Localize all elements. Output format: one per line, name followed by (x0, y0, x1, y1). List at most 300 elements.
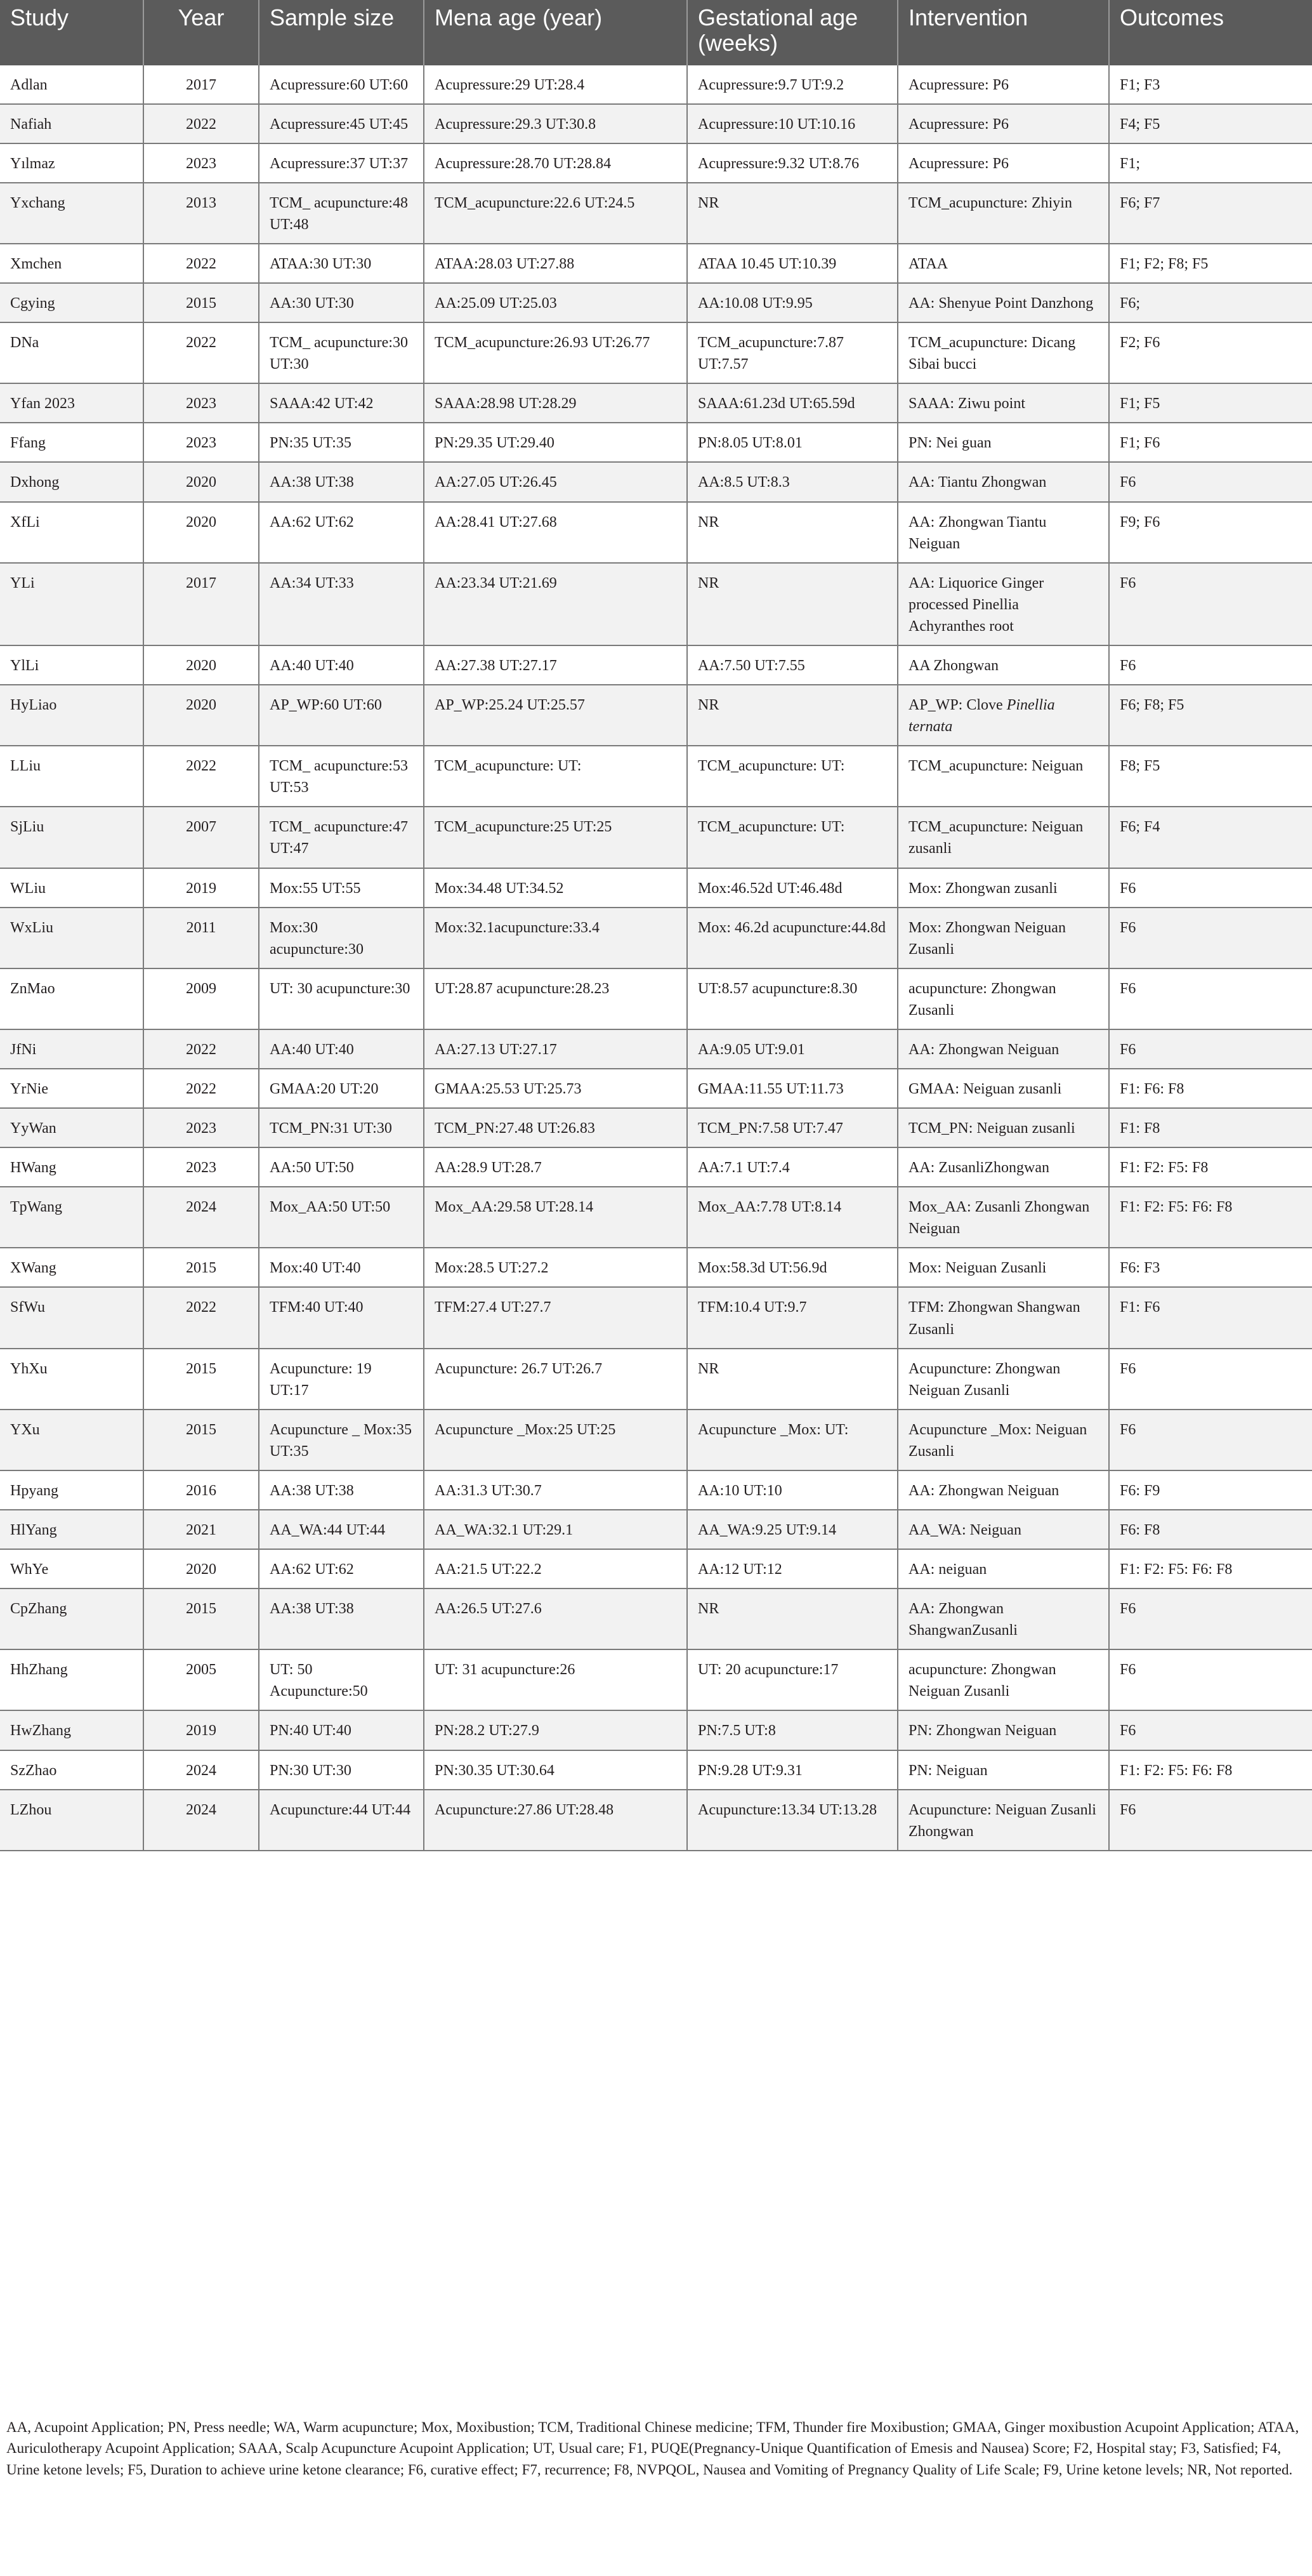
cell-study: HhZhang (0, 1649, 143, 1710)
cell-gestational-age: NR (687, 563, 898, 645)
cell-intervention: Acupressure: P6 (898, 104, 1109, 143)
cell-sample-size: Acupuncture: 19 UT:17 (259, 1349, 424, 1410)
cell-outcomes: F6 (1109, 868, 1312, 908)
cell-sample-size: TCM_ acupuncture:53 UT:53 (259, 746, 424, 807)
cell-study: XWang (0, 1248, 143, 1287)
cell-mean-age: Acupressure:29 UT:28.4 (424, 65, 687, 104)
cell-mean-age: AA:27.38 UT:27.17 (424, 645, 687, 685)
cell-year: 2020 (143, 645, 259, 685)
cell-study: Adlan (0, 65, 143, 104)
cell-intervention: AA: Zhongwan Neiguan (898, 1470, 1109, 1510)
cell-sample-size: SAAA:42 UT:42 (259, 383, 424, 423)
cell-mean-age: SAAA:28.98 UT:28.29 (424, 383, 687, 423)
cell-intervention: SAAA: Ziwu point (898, 383, 1109, 423)
cell-year: 2005 (143, 1649, 259, 1710)
cell-study: WxLiu (0, 908, 143, 968)
cell-outcomes: F2; F6 (1109, 322, 1312, 383)
cell-intervention: Acupressure: P6 (898, 65, 1109, 104)
table-row (0, 383, 1312, 423)
cell-intervention: AA: Tiantu Zhongwan (898, 462, 1109, 501)
cell-gestational-age: AA:9.05 UT:9.01 (687, 1029, 898, 1069)
cell-sample-size: PN:30 UT:30 (259, 1750, 424, 1790)
cell-gestational-age: PN:9.28 UT:9.31 (687, 1750, 898, 1790)
cell-year: 2017 (143, 65, 259, 104)
cell-year: 2020 (143, 502, 259, 563)
cell-mean-age: PN:29.35 UT:29.40 (424, 423, 687, 462)
cell-year: 2023 (143, 423, 259, 462)
cell-mean-age: TCM_acupuncture:26.93 UT:26.77 (424, 322, 687, 383)
cell-year: 2015 (143, 283, 259, 322)
cell-outcomes: F6 (1109, 563, 1312, 645)
cell-study: Nafiah (0, 104, 143, 143)
cell-mean-age: Acupuncture _Mox:25 UT:25 (424, 1410, 687, 1470)
cell-study: SjLiu (0, 807, 143, 868)
table-row (0, 1248, 1312, 1287)
cell-outcomes: F1: F2: F5: F8 (1109, 1147, 1312, 1187)
cell-intervention: Acupuncture: Zhongwan Neiguan Zusanli (898, 1349, 1109, 1410)
cell-outcomes: F6: F8 (1109, 1510, 1312, 1549)
cell-year: 2020 (143, 462, 259, 501)
cell-study: YXu (0, 1410, 143, 1470)
cell-intervention: AA: neiguan (898, 1549, 1109, 1589)
cell-mean-age: AA_WA:32.1 UT:29.1 (424, 1510, 687, 1549)
cell-gestational-age: NR (687, 183, 898, 244)
cell-gestational-age: UT:8.57 acupuncture:8.30 (687, 968, 898, 1029)
cell-mean-age: AA:27.05 UT:26.45 (424, 462, 687, 501)
cell-mean-age: ATAA:28.03 UT:27.88 (424, 244, 687, 283)
header-study: Study (0, 0, 143, 65)
cell-sample-size: Mox:55 UT:55 (259, 868, 424, 908)
cell-study: Xmchen (0, 244, 143, 283)
cell-intervention: AA: Shenyue Point Danzhong (898, 283, 1109, 322)
table-row (0, 1147, 1312, 1187)
cell-intervention: GMAA: Neiguan zusanli (898, 1069, 1109, 1108)
cell-gestational-age: TFM:10.4 UT:9.7 (687, 1287, 898, 1348)
cell-gestational-age: ATAA 10.45 UT:10.39 (687, 244, 898, 283)
cell-sample-size: AA:30 UT:30 (259, 283, 424, 322)
table-row (0, 322, 1312, 383)
cell-outcomes: F1: F6 (1109, 1287, 1312, 1348)
cell-intervention: AA: Zhongwan ShangwanZusanli (898, 1589, 1109, 1649)
cell-outcomes: F6 (1109, 1710, 1312, 1750)
cell-outcomes: F6; F7 (1109, 183, 1312, 244)
table-row (0, 183, 1312, 244)
cell-sample-size: UT: 50 Acupuncture:50 (259, 1649, 424, 1710)
cell-gestational-age: UT: 20 acupuncture:17 (687, 1649, 898, 1710)
cell-year: 2015 (143, 1349, 259, 1410)
cell-study: Yxchang (0, 183, 143, 244)
cell-intervention: TFM: Zhongwan Shangwan Zusanli (898, 1287, 1109, 1348)
header-intervention: Intervention (898, 0, 1109, 65)
cell-mean-age: UT:28.87 acupuncture:28.23 (424, 968, 687, 1029)
table-row (0, 423, 1312, 462)
cell-mean-age: Mox:34.48 UT:34.52 (424, 868, 687, 908)
cell-outcomes: F8; F5 (1109, 746, 1312, 807)
cell-mean-age: AA:31.3 UT:30.7 (424, 1470, 687, 1510)
cell-outcomes: F1: F8 (1109, 1108, 1312, 1147)
cell-sample-size: TFM:40 UT:40 (259, 1287, 424, 1348)
cell-gestational-age: NR (687, 685, 898, 746)
cell-outcomes: F6: F3 (1109, 1248, 1312, 1287)
cell-year: 2020 (143, 1549, 259, 1589)
cell-intervention: PN: Nei guan (898, 423, 1109, 462)
cell-study: Yılmaz (0, 143, 143, 183)
cell-study: TpWang (0, 1187, 143, 1248)
cell-gestational-age: AA:8.5 UT:8.3 (687, 462, 898, 501)
cell-sample-size: GMAA:20 UT:20 (259, 1069, 424, 1108)
cell-study: Dxhong (0, 462, 143, 501)
cell-intervention: AA: Liquorice Ginger processed Pinellia Achyranthes root (898, 563, 1109, 645)
cell-sample-size: Acupuncture _ Mox:35 UT:35 (259, 1410, 424, 1470)
cell-study: HWang (0, 1147, 143, 1187)
table-row (0, 746, 1312, 807)
cell-intervention: AA: Zhongwan Tiantu Neiguan (898, 502, 1109, 563)
cell-mean-age: Acupuncture: 26.7 UT:26.7 (424, 1349, 687, 1410)
cell-intervention: ATAA (898, 244, 1109, 283)
cell-outcomes: F1: F2: F5: F6: F8 (1109, 1549, 1312, 1589)
table-row (0, 1470, 1312, 1510)
cell-study: HlYang (0, 1510, 143, 1549)
cell-year: 2022 (143, 104, 259, 143)
cell-gestational-age: AA_WA:9.25 UT:9.14 (687, 1510, 898, 1549)
cell-year: 2023 (143, 383, 259, 423)
table-row (0, 65, 1312, 104)
cell-intervention: TCM_PN: Neiguan zusanli (898, 1108, 1109, 1147)
cell-intervention: Mox: Neiguan Zusanli (898, 1248, 1109, 1287)
cell-intervention: AA Zhongwan (898, 645, 1109, 685)
cell-study: WLiu (0, 868, 143, 908)
cell-study: Ffang (0, 423, 143, 462)
cell-sample-size: AA:38 UT:38 (259, 462, 424, 501)
cell-year: 2021 (143, 1510, 259, 1549)
cell-year: 2019 (143, 1710, 259, 1750)
species-name: Pinellia ternata (909, 697, 1055, 736)
cell-mean-age: TCM_acupuncture: UT: (424, 746, 687, 807)
cell-gestational-age: AA:10 UT:10 (687, 1470, 898, 1510)
cell-mean-age: TCM_acupuncture:22.6 UT:24.5 (424, 183, 687, 244)
cell-outcomes: F6 (1109, 1029, 1312, 1069)
cell-year: 2024 (143, 1750, 259, 1790)
table-row (0, 1549, 1312, 1589)
cell-sample-size: Acupuncture:44 UT:44 (259, 1790, 424, 1851)
cell-year: 2013 (143, 183, 259, 244)
cell-outcomes: F1; F3 (1109, 65, 1312, 104)
cell-intervention: AA: ZusanliZhongwan (898, 1147, 1109, 1187)
table-row (0, 1029, 1312, 1069)
cell-study: SzZhao (0, 1750, 143, 1790)
table-row (0, 563, 1312, 645)
table-row (0, 868, 1312, 908)
table-row (0, 1589, 1312, 1649)
cell-study: SfWu (0, 1287, 143, 1348)
cell-intervention: Acupuncture _Mox: Neiguan Zusanli (898, 1410, 1109, 1470)
table-row (0, 685, 1312, 746)
table-row (0, 143, 1312, 183)
cell-year: 2022 (143, 1029, 259, 1069)
table-row (0, 1790, 1312, 1851)
table-row (0, 908, 1312, 968)
cell-sample-size: AA:38 UT:38 (259, 1589, 424, 1649)
cell-mean-age: AA:21.5 UT:22.2 (424, 1549, 687, 1589)
cell-gestational-age: Mox:46.52d UT:46.48d (687, 868, 898, 908)
cell-intervention: acupuncture: Zhongwan Neiguan Zusanli (898, 1649, 1109, 1710)
cell-mean-age: Acupressure:28.70 UT:28.84 (424, 143, 687, 183)
cell-mean-age: AA:26.5 UT:27.6 (424, 1589, 687, 1649)
cell-gestational-age: Mox_AA:7.78 UT:8.14 (687, 1187, 898, 1248)
table-row (0, 283, 1312, 322)
cell-intervention: PN: Neiguan (898, 1750, 1109, 1790)
cell-sample-size: PN:40 UT:40 (259, 1710, 424, 1750)
table-row (0, 462, 1312, 501)
cell-study: HyLiao (0, 685, 143, 746)
cell-gestational-age: Acupuncture:13.34 UT:13.28 (687, 1790, 898, 1851)
cell-intervention: TCM_acupuncture: Neiguan zusanli (898, 807, 1109, 868)
cell-gestational-age: AA:12 UT:12 (687, 1549, 898, 1589)
table-row (0, 1750, 1312, 1790)
cell-year: 2023 (143, 1108, 259, 1147)
cell-gestational-age: Acupressure:9.7 UT:9.2 (687, 65, 898, 104)
table-row (0, 1649, 1312, 1710)
cell-gestational-age: NR (687, 1589, 898, 1649)
header-mean-age: Mena age (year) (424, 0, 687, 65)
cell-outcomes: F4; F5 (1109, 104, 1312, 143)
cell-mean-age: GMAA:25.53 UT:25.73 (424, 1069, 687, 1108)
cell-mean-age: PN:28.2 UT:27.9 (424, 1710, 687, 1750)
cell-sample-size: AA:38 UT:38 (259, 1470, 424, 1510)
cell-gestational-age: TCM_acupuncture:7.87 UT:7.57 (687, 322, 898, 383)
cell-study: DNa (0, 322, 143, 383)
cell-sample-size: AP_WP:60 UT:60 (259, 685, 424, 746)
cell-mean-age: PN:30.35 UT:30.64 (424, 1750, 687, 1790)
cell-mean-age: Mox_AA:29.58 UT:28.14 (424, 1187, 687, 1248)
cell-year: 2022 (143, 322, 259, 383)
cell-mean-age: TCM_PN:27.48 UT:26.83 (424, 1108, 687, 1147)
cell-sample-size: TCM_PN:31 UT:30 (259, 1108, 424, 1147)
cell-outcomes: F6; (1109, 283, 1312, 322)
cell-gestational-age: PN:8.05 UT:8.01 (687, 423, 898, 462)
cell-sample-size: AA_WA:44 UT:44 (259, 1510, 424, 1549)
cell-gestational-age: Acupuncture _Mox: UT: (687, 1410, 898, 1470)
cell-mean-age: AP_WP:25.24 UT:25.57 (424, 685, 687, 746)
cell-intervention: Mox: Zhongwan zusanli (898, 868, 1109, 908)
cell-gestational-age: TCM_acupuncture: UT: (687, 807, 898, 868)
cell-outcomes: F1: F6: F8 (1109, 1069, 1312, 1108)
cell-outcomes: F9; F6 (1109, 502, 1312, 563)
cell-sample-size: PN:35 UT:35 (259, 423, 424, 462)
cell-mean-age: Mox:28.5 UT:27.2 (424, 1248, 687, 1287)
cell-outcomes: F6 (1109, 968, 1312, 1029)
cell-outcomes: F1; F2; F8; F5 (1109, 244, 1312, 283)
cell-year: 2022 (143, 1069, 259, 1108)
table-row (0, 645, 1312, 685)
cell-gestational-age: AA:7.50 UT:7.55 (687, 645, 898, 685)
cell-year: 2023 (143, 1147, 259, 1187)
cell-study: YrNie (0, 1069, 143, 1108)
cell-sample-size: AA:34 UT:33 (259, 563, 424, 645)
cell-mean-age: Acupuncture:27.86 UT:28.48 (424, 1790, 687, 1851)
cell-mean-age: Acupressure:29.3 UT:30.8 (424, 104, 687, 143)
cell-outcomes: F6 (1109, 1790, 1312, 1851)
cell-year: 2009 (143, 968, 259, 1029)
cell-year: 2015 (143, 1589, 259, 1649)
table-row (0, 1349, 1312, 1410)
cell-gestational-age: TCM_PN:7.58 UT:7.47 (687, 1108, 898, 1147)
cell-study: Hpyang (0, 1470, 143, 1510)
table-footnote: AA, Acupoint Application; PN, Press needle; WA, Warm acupuncture; Mox, Moxibustion; TCM, Traditional Chinese medicine; TFM, Thunder fire Moxibustion; GMAA, Ginger moxibustion Acupoint Application; ATAA, Auriculotherapy Acupoint Application; SAAA, Scalp Acupuncture Acupoint Application; UT, Usual care; F1, PUQE(Pregnancy-Unique Quantification of Emesis and Nausea) Score; F2, Hospital stay; F3, Satisfied; F4, Urine ketone levels; F5, Duration to achieve urine ketone clearance; F6, curative effect; F7, recurrence; F8, NVPQOL, Nausea and Vomiting of Pregnancy Quality of Life Scale; F9, Urine ketone levels; NR, Not reported. (6, 2419, 1299, 2478)
cell-year: 2023 (143, 143, 259, 183)
cell-year: 2016 (143, 1470, 259, 1510)
cell-sample-size: Acupressure:45 UT:45 (259, 104, 424, 143)
cell-outcomes: F6 (1109, 1589, 1312, 1649)
cell-outcomes: F1; (1109, 143, 1312, 183)
cell-intervention (898, 685, 1109, 746)
intervention-text: AP_WP: Clove (909, 697, 1003, 714)
cell-mean-age: TFM:27.4 UT:27.7 (424, 1287, 687, 1348)
cell-year: 2022 (143, 244, 259, 283)
cell-sample-size: TCM_ acupuncture:48 UT:48 (259, 183, 424, 244)
cell-intervention: AA_WA: Neiguan (898, 1510, 1109, 1549)
cell-sample-size: UT: 30 acupuncture:30 (259, 968, 424, 1029)
cell-gestational-age: GMAA:11.55 UT:11.73 (687, 1069, 898, 1108)
cell-year: 2015 (143, 1410, 259, 1470)
cell-gestational-age: SAAA:61.23d UT:65.59d (687, 383, 898, 423)
cell-year: 2024 (143, 1187, 259, 1248)
cell-outcomes: F1; F6 (1109, 423, 1312, 462)
cell-sample-size: Mox:40 UT:40 (259, 1248, 424, 1287)
cell-intervention: Mox_AA: Zusanli Zhongwan Neiguan (898, 1187, 1109, 1248)
cell-sample-size: AA:62 UT:62 (259, 1549, 424, 1589)
table-row (0, 1410, 1312, 1470)
cell-outcomes: F6 (1109, 1649, 1312, 1710)
cell-outcomes: F6 (1109, 908, 1312, 968)
cell-outcomes: F1: F2: F5: F6: F8 (1109, 1750, 1312, 1790)
cell-year: 2007 (143, 807, 259, 868)
cell-study: WhYe (0, 1549, 143, 1589)
cell-mean-age: AA:28.9 UT:28.7 (424, 1147, 687, 1187)
cell-study: HwZhang (0, 1710, 143, 1750)
cell-year: 2022 (143, 1287, 259, 1348)
table-row (0, 1287, 1312, 1348)
cell-gestational-age: Mox: 46.2d acupuncture:44.8d (687, 908, 898, 968)
table-row (0, 244, 1312, 283)
cell-outcomes: F6 (1109, 645, 1312, 685)
cell-mean-age: AA:28.41 UT:27.68 (424, 502, 687, 563)
cell-outcomes: F6: F9 (1109, 1470, 1312, 1510)
cell-outcomes: F6 (1109, 462, 1312, 501)
table-body (0, 65, 1312, 1851)
header-year: Year (143, 0, 259, 65)
cell-study: ZnMao (0, 968, 143, 1029)
table-row (0, 1187, 1312, 1248)
cell-intervention: Acupressure: P6 (898, 143, 1109, 183)
cell-study: XfLi (0, 502, 143, 563)
cell-gestational-age: AA:10.08 UT:9.95 (687, 283, 898, 322)
cell-outcomes: F6 (1109, 1349, 1312, 1410)
cell-study: YyWan (0, 1108, 143, 1147)
table-row (0, 502, 1312, 563)
cell-study: YlLi (0, 645, 143, 685)
header-sample-size: Sample size (259, 0, 424, 65)
cell-year: 2019 (143, 868, 259, 908)
cell-sample-size: Acupressure:37 UT:37 (259, 143, 424, 183)
cell-year: 2024 (143, 1790, 259, 1851)
header-outcomes: Outcomes (1109, 0, 1312, 65)
cell-intervention: TCM_acupuncture: Neiguan (898, 746, 1109, 807)
cell-gestational-age: PN:7.5 UT:8 (687, 1710, 898, 1750)
cell-outcomes: F6; F4 (1109, 807, 1312, 868)
cell-mean-age: AA:25.09 UT:25.03 (424, 283, 687, 322)
cell-mean-age: Mox:32.1acupuncture:33.4 (424, 908, 687, 968)
header-gestational-age: Gestational age (weeks) (687, 0, 898, 65)
cell-outcomes: F6; F8; F5 (1109, 685, 1312, 746)
cell-study: JfNi (0, 1029, 143, 1069)
cell-gestational-age: AA:7.1 UT:7.4 (687, 1147, 898, 1187)
cell-intervention: TCM_acupuncture: Dicang Sibai bucci (898, 322, 1109, 383)
cell-mean-age: UT: 31 acupuncture:26 (424, 1649, 687, 1710)
cell-year: 2022 (143, 746, 259, 807)
cell-intervention: PN: Zhongwan Neiguan (898, 1710, 1109, 1750)
table-row (0, 1069, 1312, 1108)
cell-year: 2011 (143, 908, 259, 968)
cell-sample-size: AA:50 UT:50 (259, 1147, 424, 1187)
cell-sample-size: TCM_ acupuncture:47 UT:47 (259, 807, 424, 868)
cell-intervention: Acupuncture: Neiguan Zusanli Zhongwan (898, 1790, 1109, 1851)
table-row (0, 968, 1312, 1029)
cell-mean-age: AA:27.13 UT:27.17 (424, 1029, 687, 1069)
cell-outcomes: F1: F2: F5: F6: F8 (1109, 1187, 1312, 1248)
table-row (0, 1108, 1312, 1147)
cell-gestational-age: Acupressure:9.32 UT:8.76 (687, 143, 898, 183)
cell-study: LLiu (0, 746, 143, 807)
cell-study: Cgying (0, 283, 143, 322)
cell-study: YLi (0, 563, 143, 645)
cell-study: LZhou (0, 1790, 143, 1851)
cell-intervention: Mox: Zhongwan Neiguan Zusanli (898, 908, 1109, 968)
cell-intervention: TCM_acupuncture: Zhiyin (898, 183, 1109, 244)
cell-gestational-age: NR (687, 502, 898, 563)
cell-sample-size: Acupressure:60 UT:60 (259, 65, 424, 104)
cell-outcomes: F1; F5 (1109, 383, 1312, 423)
cell-study: YhXu (0, 1349, 143, 1410)
cell-sample-size: Mox_AA:50 UT:50 (259, 1187, 424, 1248)
cell-year: 2020 (143, 685, 259, 746)
cell-gestational-age: Acupressure:10 UT:10.16 (687, 104, 898, 143)
cell-gestational-age: Mox:58.3d UT:56.9d (687, 1248, 898, 1287)
cell-gestational-age: TCM_acupuncture: UT: (687, 746, 898, 807)
cell-mean-age: AA:23.34 UT:21.69 (424, 563, 687, 645)
cell-study: Yfan 2023 (0, 383, 143, 423)
cell-study: CpZhang (0, 1589, 143, 1649)
table-header-row (0, 0, 1312, 65)
table-row (0, 1710, 1312, 1750)
cell-year: 2015 (143, 1248, 259, 1287)
table-row (0, 104, 1312, 143)
cell-sample-size: TCM_ acupuncture:30 UT:30 (259, 322, 424, 383)
cell-intervention: acupuncture: Zhongwan Zusanli (898, 968, 1109, 1029)
cell-sample-size: AA:40 UT:40 (259, 645, 424, 685)
cell-sample-size: ATAA:30 UT:30 (259, 244, 424, 283)
table-row (0, 1510, 1312, 1549)
cell-outcomes: F6 (1109, 1410, 1312, 1470)
cell-gestational-age: NR (687, 1349, 898, 1410)
table-row (0, 807, 1312, 868)
cell-sample-size: AA:62 UT:62 (259, 502, 424, 563)
cell-sample-size: Mox:30 acupuncture:30 (259, 908, 424, 968)
cell-year: 2017 (143, 563, 259, 645)
cell-intervention: AA: Zhongwan Neiguan (898, 1029, 1109, 1069)
cell-mean-age: TCM_acupuncture:25 UT:25 (424, 807, 687, 868)
cell-sample-size: AA:40 UT:40 (259, 1029, 424, 1069)
